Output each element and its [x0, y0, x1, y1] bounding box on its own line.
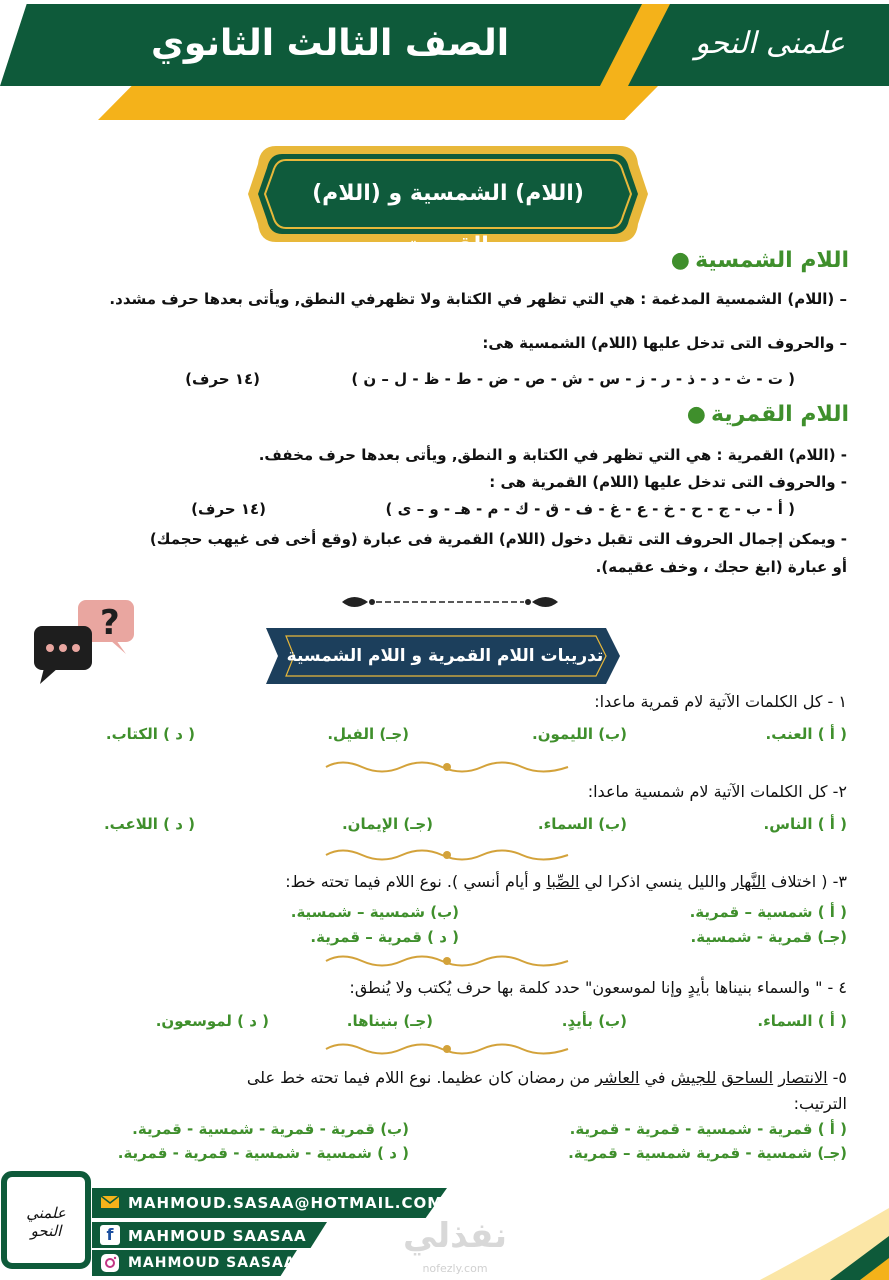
gold-divider [322, 1040, 572, 1058]
q3-underlined-word-1: النَّهار [731, 872, 766, 891]
q5-underlined-word-2: الساحق [721, 1068, 774, 1087]
chat-question-icon [30, 596, 140, 688]
corner-decoration [760, 1208, 889, 1280]
q5-option-c[interactable]: (جـ) شمسية - قمرية شمسية – قمرية. [568, 1144, 847, 1162]
header-gold-bar [98, 86, 658, 120]
question-1: ١ - كل الكلمات الآتية لام قمرية ماعدا: [594, 692, 847, 711]
q3-text-c: و أيام أنسي ). نوع اللام فيما تحته خط: [285, 872, 547, 891]
q1-option-b[interactable]: (ب) الليمون. [532, 725, 627, 743]
qamariya-summary-2: أو عبارة (ابغ حجك ، وخف عقيمه). [595, 558, 847, 576]
q5-underlined-word-3: للجيش [670, 1068, 717, 1087]
q2-option-b[interactable]: (ب) السماء. [537, 815, 627, 833]
q1-option-d[interactable]: ( د ) الكتاب. [105, 725, 195, 743]
q3-underlined-word-2: الصِّبا [546, 872, 580, 891]
q3-option-c[interactable]: (جـ) قمرية - شمسية. [690, 928, 847, 946]
qamariya-heading [549, 402, 849, 434]
shamsiya-count: (١٤ حرف) [185, 370, 260, 388]
q4-option-b[interactable]: (ب) بأيدٍ. [561, 1012, 627, 1030]
shamsiya-letters: ( ت - ث - د - ذ - ر - ز - س - ش - ص - ض - ط - ظ - ل – ن ) [351, 370, 795, 388]
banner-title: (اللام) الشمسية و (اللام) القمرية [312, 181, 584, 258]
q3-option-d[interactable]: ( د ) قمرية – قمرية. [310, 928, 459, 946]
footer-logo [0, 1170, 92, 1270]
q3-option-b[interactable]: (ب) شمسية – شمسية. [290, 903, 459, 921]
qamariya-count: (١٤ حرف) [191, 500, 266, 518]
bullet-icon: ● [686, 402, 706, 427]
footer-email[interactable]: MAHMOUD.SASAA@HOTMAIL.COM [128, 1194, 444, 1212]
gold-divider [322, 846, 572, 864]
instagram-icon [100, 1253, 120, 1273]
qamariya-definition: - (اللام) القمرية : هي التي تظهر في الكتابة و النطق, ويأتى بعدها حرف مخفف. [258, 446, 847, 464]
q5-option-b[interactable]: (ب) قمرية - قمرية - شمسية - قمرية. [132, 1120, 409, 1138]
q5-text-c: من رمضان كان عظيما. نوع اللام فيما تحته خط على [246, 1068, 596, 1087]
shamsiya-letters-intro: – والحروف التى تدخل عليها (اللام) الشمسية هى: [482, 334, 847, 352]
q3-text-a: ٣- ( اختلاف [765, 872, 847, 891]
watermark-logo: نفذلي [402, 1216, 508, 1256]
q1-option-c[interactable]: (جـ) الفيل. [327, 725, 409, 743]
email-icon [100, 1192, 120, 1212]
question-5 [37, 1068, 847, 1087]
q4-option-a[interactable]: ( أ ) السماء. [757, 1012, 847, 1030]
question-2: ٢- كل الكلمات الآتية لام شمسية ماعدا: [587, 782, 847, 801]
q5-text-continuation: الترتيب: [793, 1094, 847, 1113]
shamsiya-heading-text: اللام الشمسية [695, 248, 849, 273]
question-3 [37, 872, 847, 891]
footer-instagram[interactable]: MAHMOUD SAASAA [128, 1255, 296, 1271]
ornament-divider [340, 590, 560, 614]
qamariya-letters-intro: - والحروف التى تدخل عليها (اللام) القمرية هى : [489, 473, 847, 491]
gold-divider [322, 952, 572, 970]
q4-option-c[interactable]: (جـ) بنيناها. [346, 1012, 433, 1030]
q5-underlined-word-1: الانتصار [778, 1068, 828, 1087]
qamariya-heading-text: اللام القمرية [711, 402, 849, 427]
footer-facebook[interactable]: MAHMOUD SAASAA [128, 1227, 307, 1245]
q5-option-d[interactable]: ( د ) شمسية - شمسية - قمرية - قمرية. [117, 1144, 409, 1162]
q3-option-a[interactable]: ( أ ) شمسية – قمرية. [689, 903, 847, 921]
q4-option-d[interactable]: ( د ) لموسعون. [155, 1012, 269, 1030]
q2-option-d[interactable]: ( د ) اللاعب. [103, 815, 195, 833]
page-title: الصف الثالث الثانوي [150, 23, 510, 64]
question-4: ٤ - " والسماء بنيناها بأيدٍ وإنا لموسعون" حدد كلمة بها حرف يُكتب ولا يُنطق: [349, 978, 847, 997]
exercises-title: تدريبات اللام القمرية و اللام الشمسية [286, 646, 604, 666]
q1-option-a[interactable]: ( أ ) العنب. [765, 725, 847, 743]
gold-divider [322, 758, 572, 776]
footer-logo-text: علمني النحو [26, 1204, 66, 1240]
bullet-icon: ● [670, 248, 690, 273]
q5-number: ٥- [827, 1068, 847, 1087]
q2-option-a[interactable]: ( أ ) الناس. [763, 815, 847, 833]
q2-option-c[interactable]: (جـ) الإيمان. [341, 815, 433, 833]
q5-underlined-word-4: العاشر [595, 1068, 640, 1087]
svg-text:?: ? [100, 603, 120, 643]
q3-text-b: والليل ينسي اذكرا لي [579, 872, 732, 891]
qamariya-letters: ( أ - ب - ج - ح - خ - ع - غ - ف - ق - ك - م - هـ - و – ى ) [385, 500, 795, 518]
brand-logo: علمنى النحو [694, 26, 846, 61]
qamariya-summary-1: - ويمكن إجمال الحروف التى تقبل دخول (اللام) القمرية فى عبارة (وقع أخى فى غيهب حجمك) [149, 530, 847, 548]
shamsiya-definition: – (اللام) الشمسية المدغمة : هي التي تظهر في الكتابة ولا تظهرفي النطق, ويأتى بعدها حرف مشدد. [109, 290, 847, 308]
facebook-icon: f [100, 1225, 120, 1245]
watermark-url: nofezly.com [422, 1262, 488, 1275]
shamsiya-heading [549, 248, 849, 280]
q5-option-a[interactable]: ( أ ) قمرية - شمسية - قمرية - قمرية. [569, 1120, 847, 1138]
q5-text-mid: في [639, 1068, 671, 1087]
